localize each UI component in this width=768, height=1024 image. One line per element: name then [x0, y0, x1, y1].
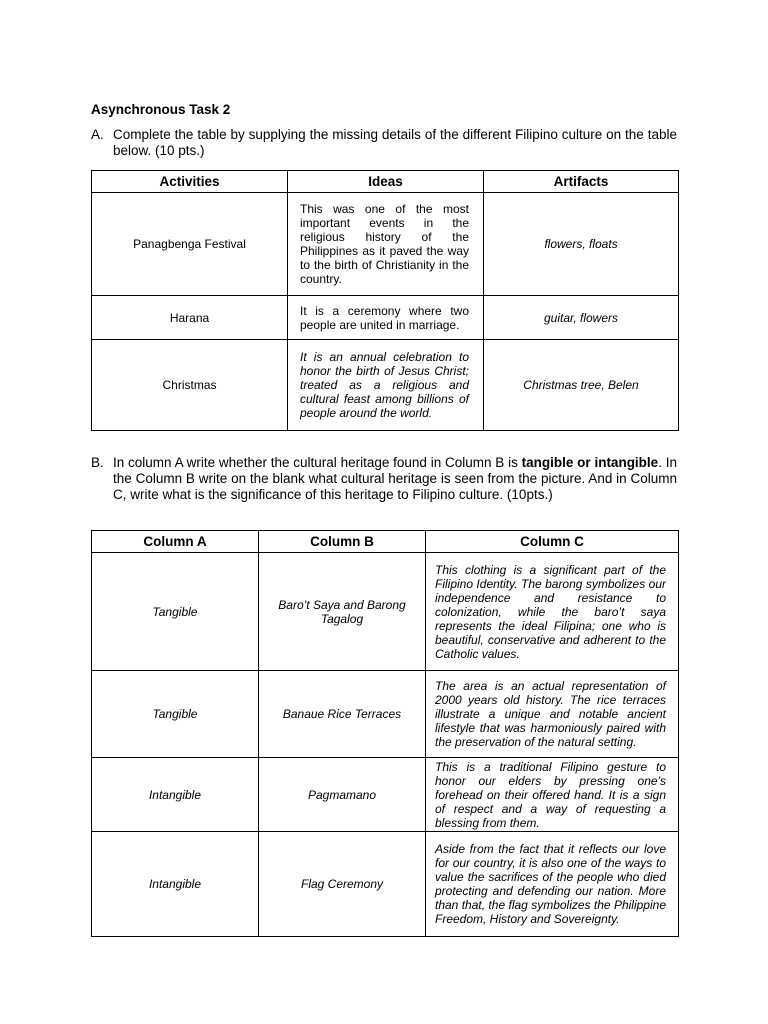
table-row [92, 296, 679, 340]
column-b-cell: Banaue Rice Terraces [259, 671, 426, 758]
instruction-b-text-post: . In the Column B write on the blank what cultural heritage is seen from the picture. And in Column C, write what is the significance of this heritage to Filipino culture. (10pts.) [113, 455, 677, 502]
instruction-b-letter: B. [91, 455, 104, 470]
column-b-cell: Pagmamano [259, 758, 426, 832]
instruction-a [91, 127, 677, 159]
activity-cell: Panagbenga Festival [92, 193, 288, 296]
instruction-b-text-pre: In column A write whether the cultural heritage found in Column B is [113, 455, 522, 470]
header-ideas: Ideas [288, 171, 484, 193]
page-title: Asynchronous Task 2 [91, 102, 231, 117]
column-a-cell: Intangible [92, 832, 259, 937]
activity-cell: Christmas [92, 340, 288, 431]
table-header-row [92, 531, 679, 553]
idea-cell: It is a ceremony where two people are united in marriage. [288, 296, 484, 340]
column-c-cell: Aside from the fact that it reflects our love for our country, it is also one of the ways to value the sacrifices of the people who died protecting and defending our nation. More than that, the flag symbolizes the Philippine Freedom, History and Sovereignty. [426, 832, 679, 937]
table-row [92, 193, 679, 296]
idea-cell: This was one of the most important events in the religious history of the Philippines as it paved the way to the birth of Christianity in the country. [288, 193, 484, 296]
header-column-c: Column C [426, 531, 679, 553]
instruction-b-text [113, 455, 677, 503]
table-row [92, 832, 679, 937]
column-c-cell: This clothing is a significant part of the Filipino Identity. The barong symbolizes our independence and resistance to colonization, while the baro’t saya represents the ideal Filipina; one who is beautiful, conservative and adherent to the Catholic values. [426, 553, 679, 671]
table-row [92, 553, 679, 671]
table-header-row [92, 171, 679, 193]
activity-cell: Harana [92, 296, 288, 340]
column-a-cell: Intangible [92, 758, 259, 832]
column-a-cell: Tangible [92, 553, 259, 671]
artifacts-cell: Christmas tree, Belen [484, 340, 679, 431]
header-activities: Activities [92, 171, 288, 193]
idea-cell: It is an annual celebration to honor the birth of Jesus Christ; treated as a religious and cultural feast among billions of people around the world. [288, 340, 484, 431]
header-artifacts: Artifacts [484, 171, 679, 193]
header-column-a: Column A [92, 531, 259, 553]
column-c-cell: This is a traditional Filipino gesture to honor our elders by pressing one’s forehead on their offered hand. It is a sign of respect and a way of requesting a blessing from them. [426, 758, 679, 832]
instruction-a-text: Complete the table by supplying the missing details of the different Filipino culture on the table below. (10 pts.) [113, 127, 677, 158]
instruction-a-letter: A. [91, 127, 104, 142]
culture-table [91, 170, 679, 431]
column-a-cell: Tangible [92, 671, 259, 758]
table-row [92, 758, 679, 832]
column-c-cell: The area is an actual representation of 2000 years old history. The rice terraces illustrate a unique and notable ancient lifestyle that was harmoniously paired with the preservation of the natural setting. [426, 671, 679, 758]
column-b-cell: Baro’t Saya and Barong Tagalog [259, 553, 426, 671]
header-column-b: Column B [259, 531, 426, 553]
instruction-b-text-bold: tangible or intangible [521, 455, 659, 470]
heritage-table [91, 530, 679, 937]
instruction-b [91, 455, 677, 503]
table-row [92, 671, 679, 758]
column-b-cell: Flag Ceremony [259, 832, 426, 937]
artifacts-cell: guitar, flowers [484, 296, 679, 340]
table-row [92, 340, 679, 431]
artifacts-cell: flowers, floats [484, 193, 679, 296]
